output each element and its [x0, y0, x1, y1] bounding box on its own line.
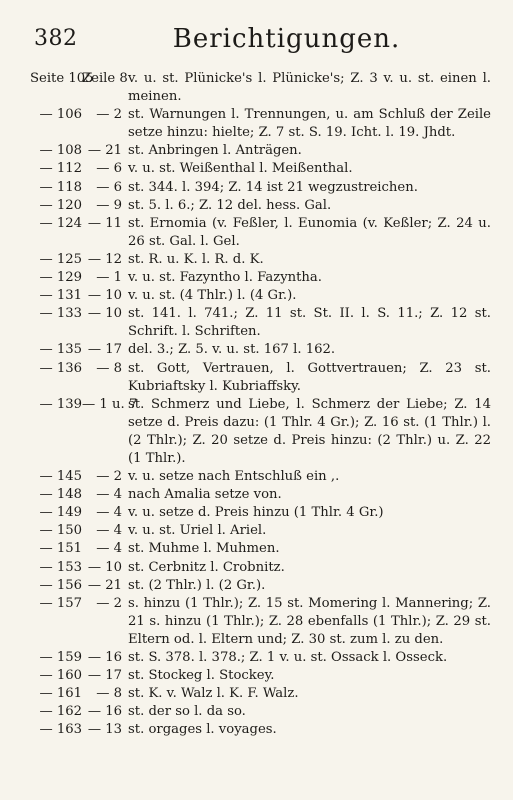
entry-page-ref: — 153 — [39, 559, 82, 575]
page-number: 382 — [34, 26, 78, 51]
entry-correction-text: st. Ernomia (v. Feßler, l. Eunomia (v. Keßler; Z. 24 u. 26 st. Gal. l. Gel. — [128, 215, 491, 249]
entry-correction-text: nach Amalia setze von. — [128, 487, 282, 503]
errata-entry — [30, 106, 491, 142]
errata-entry — [30, 504, 491, 522]
errata-entry — [30, 215, 491, 251]
entry-line-ref: — 4 — [96, 541, 122, 557]
entry-page-ref: — 136 — [39, 360, 82, 376]
entry-line-ref: — 4 — [96, 523, 122, 539]
entry-correction-text: st. R. u. K. l. R. d. K. — [128, 251, 264, 267]
entry-line-ref: — 16 — [87, 650, 122, 665]
errata-entry — [30, 179, 491, 197]
errata-entry — [30, 486, 491, 504]
entry-line-ref: — 8 — [96, 686, 122, 702]
entry-page-ref: — 118 — [39, 179, 82, 195]
entry-page-ref: — 148 — [39, 487, 82, 503]
entry-correction-text: st. Gott, Vertrauen, l. Gottvertrauen; Z. 23 st. Kubriaftsky l. Kubriaffsky. — [128, 360, 491, 394]
entry-page-ref: — 163 — [39, 722, 82, 738]
entry-page-ref: — 150 — [39, 523, 82, 539]
errata-entry — [30, 685, 491, 703]
errata-entry — [30, 197, 491, 215]
entry-correction-text: st. Warnungen l. Trennungen, u. am Schluß der Zeile setze hinzu: hielte; Z. 7 st. S. 19. Icht. l. 19. Jhdt. — [128, 107, 491, 141]
entry-page-ref: — 131 — [39, 288, 82, 304]
errata-entry — [30, 269, 491, 287]
entry-page-ref: — 145 — [39, 469, 82, 485]
entry-correction-text: st. 141. l. 741.; Z. 11 st. St. II. l. S. 11.; Z. 12 st. Schrift. l. Schriften. — [128, 306, 491, 340]
entry-line-ref: — 21 — [87, 143, 122, 159]
errata-entry — [30, 540, 491, 558]
entry-correction-text: st. 5. l. 6.; Z. 12 del. hess. Gal. — [128, 197, 332, 213]
entry-page-ref: — 125 — [39, 251, 82, 267]
errata-entry — [30, 649, 491, 667]
errata-entry — [30, 577, 491, 595]
errata-entry — [30, 396, 491, 468]
entry-line-ref: — 8 — [96, 360, 122, 376]
entry-page-ref: — 108 — [39, 143, 82, 159]
entry-line-ref: — 4 — [96, 487, 122, 503]
entry-correction-text: st. 344. l. 394; Z. 14 ist 21 wegzustreichen. — [128, 179, 418, 195]
entry-correction-text: v. u. st. Weißenthal l. Meißenthal. — [128, 161, 353, 177]
entry-correction-text: st. orgages l. voyages. — [128, 722, 277, 738]
entry-correction-text: st. (2 Thlr.) l. (2 Gr.). — [128, 577, 266, 593]
entry-correction-text: st. Muhme l. Muhmen. — [128, 541, 280, 557]
entry-line-ref: — 10 — [87, 288, 122, 304]
entry-line-ref: — 2 — [96, 469, 122, 485]
entry-line-ref: — 12 — [87, 251, 122, 267]
errata-entry — [30, 160, 491, 178]
errata-entry — [30, 667, 491, 685]
entry-line-ref: — 21 — [87, 577, 122, 593]
entry-correction-text: v. u. st. Uriel l. Ariel. — [128, 523, 267, 539]
entry-line-ref: Zeile 8 — [82, 71, 128, 86]
entry-line-ref: — 6 — [96, 161, 122, 177]
errata-entry — [30, 468, 491, 486]
entry-page-ref: — 106 — [39, 107, 82, 123]
entry-page-ref: — 151 — [39, 541, 82, 557]
errata-entry — [30, 595, 491, 649]
entry-correction-text: v. u. setze d. Preis hinzu (1 Thlr. 4 Gr.) — [128, 505, 384, 521]
entry-correction-text: st. Schmerz und Liebe, l. Schmerz der Liebe; Z. 14 setze d. Preis dazu: (1 Thlr. 4 Gr.); Z. 16 st. (1 Thlr.) l. (2 Thlr.); Z. 20 setze d. Preis hinzu: (2 Thlr.) u. Z. 22 (1 Thlr.). — [128, 396, 491, 466]
entry-line-ref: — 2 — [96, 595, 122, 611]
errata-entry — [30, 522, 491, 540]
entry-correction-text: st. Anbringen l. Anträgen. — [128, 143, 302, 159]
entry-correction-text: v. u. st. Plünicke's l. Plünicke's; Z. 3 v. u. st. einen l. meinen. — [128, 71, 491, 105]
entry-page-ref: — 156 — [39, 577, 82, 593]
entry-line-ref: — 10 — [87, 306, 122, 322]
entry-page-ref: — 149 — [39, 505, 82, 521]
entry-correction-text: st. S. 378. l. 378.; Z. 1 v. u. st. Ossack l. Osseck. — [128, 650, 448, 665]
entry-page-ref: — 129 — [39, 270, 82, 286]
entry-line-ref: — 1 u. 7 — [82, 396, 138, 412]
entry-line-ref: — 17 — [87, 668, 122, 684]
entry-line-ref: — 17 — [87, 342, 122, 358]
entry-line-ref: — 6 — [96, 179, 122, 195]
entry-page-ref: — 159 — [39, 650, 82, 665]
entry-line-ref: — 1 — [96, 270, 122, 286]
errata-entry — [30, 703, 491, 721]
entry-correction-text: st. der so l. da so. — [128, 704, 246, 720]
entry-page-ref: — 124 — [39, 215, 82, 231]
entry-page-ref: — 157 — [39, 595, 82, 611]
entry-page-ref: — 160 — [39, 668, 82, 684]
entry-correction-text: s. hinzu (1 Thlr.); Z. 15 st. Momering l. Mannering; Z. 21 s. hinzu (1 Thlr.); Z. 28 ebenfalls (1 Thlr.); Z. 29 st. Eltern od. l. Eltern und; Z. 30 st. zum l. zu den. — [128, 595, 491, 647]
entry-line-ref: — 2 — [96, 107, 122, 123]
entry-correction-text: st. Cerbnitz l. Crobnitz. — [128, 559, 285, 575]
errata-entry — [30, 341, 491, 359]
entry-page-ref: — 135 — [39, 342, 82, 358]
errata-entry — [30, 251, 491, 269]
entry-page-ref: — 112 — [39, 161, 82, 177]
errata-entry — [30, 70, 491, 106]
entry-page-ref: Seite 105 — [30, 71, 94, 86]
errata-entry — [30, 287, 491, 305]
entry-page-ref: — 162 — [39, 704, 82, 720]
entry-page-ref: — 139 — [39, 396, 82, 412]
errata-entry — [30, 559, 491, 577]
errata-entry — [30, 721, 491, 739]
entry-correction-text: st. Stockeg l. Stockey. — [128, 668, 275, 684]
entry-line-ref: — 11 — [87, 215, 122, 231]
errata-list — [30, 70, 491, 739]
entry-line-ref: — 13 — [87, 722, 122, 738]
entry-correction-text: v. u. st. (4 Thlr.) l. (4 Gr.). — [128, 288, 297, 304]
errata-entry — [30, 142, 491, 160]
entry-line-ref: — 9 — [96, 197, 122, 213]
entry-page-ref: — 120 — [39, 197, 82, 213]
entry-correction-text: st. K. v. Walz l. K. F. Walz. — [128, 686, 299, 702]
entry-correction-text: v. u. setze nach Entschluß ein ,. — [128, 469, 340, 485]
page-title: Berichtigungen. — [172, 24, 401, 54]
errata-entry — [30, 305, 491, 341]
errata-entry — [30, 360, 491, 396]
entry-line-ref: — 4 — [96, 505, 122, 521]
entry-page-ref: — 161 — [39, 686, 82, 702]
entry-page-ref: — 133 — [39, 306, 82, 322]
entry-line-ref: — 16 — [87, 704, 122, 720]
entry-correction-text: v. u. st. Fazyntho l. Fazyntha. — [128, 270, 322, 286]
entry-correction-text: del. 3.; Z. 5. v. u. st. 167 l. 162. — [128, 342, 336, 358]
entry-line-ref: — 10 — [87, 559, 122, 575]
